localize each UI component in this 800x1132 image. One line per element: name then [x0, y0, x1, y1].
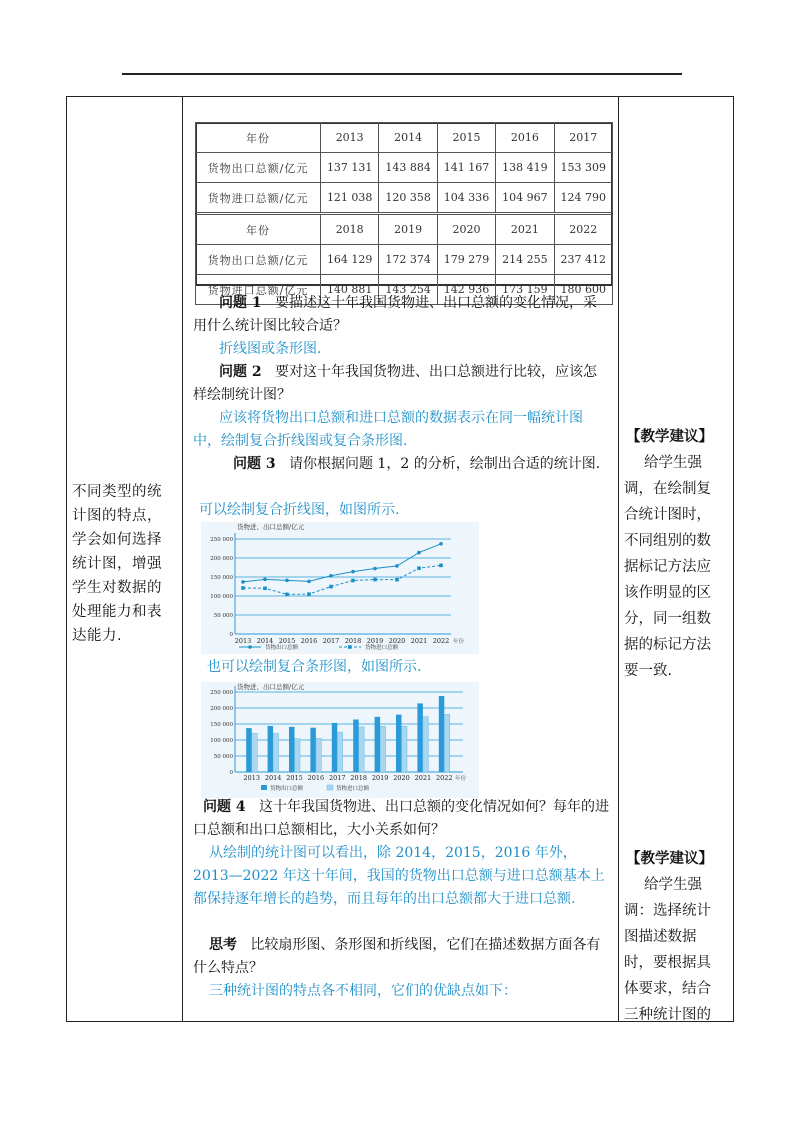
x-axis-label: 年份	[455, 776, 467, 782]
answer-4: 从绘制的统计图可以看出，除 2014，2015，2016 年外，2013—2022 年这十年间，我国的货物出口总额与进口总额基本上都保持逐年增长的趋势，而且每年的出口总额都大于进口总额.	[193, 845, 605, 907]
table-cell: 120 358	[379, 183, 437, 214]
import-bar	[252, 733, 258, 772]
x-tick-label: 2014	[256, 637, 274, 645]
y-tick-label: 150 000	[210, 575, 233, 581]
table-cell: 137 131	[321, 153, 379, 183]
question-label: 问题 3	[233, 456, 276, 472]
table-cell: 237 412	[554, 245, 612, 275]
suggestion-line: 三种统计图的	[624, 1007, 711, 1023]
table-cell: 140 881	[321, 275, 379, 305]
suggestion-line: 要一致.	[624, 663, 673, 679]
table-cell: 173 159	[496, 275, 554, 305]
table-cell: 142 936	[437, 275, 495, 305]
x-tick-label: 2016	[300, 637, 318, 645]
data-point	[263, 586, 267, 590]
line-chart	[201, 522, 479, 654]
table-year: 2019	[379, 214, 437, 245]
column-divider-2	[618, 96, 619, 1022]
data-point	[241, 580, 245, 584]
data-point	[417, 551, 421, 555]
suggestion-line: 调，在绘制复	[624, 481, 711, 497]
objective-line: 统计图，增强	[72, 556, 162, 572]
chart-title: 货物进、出口总额/亿元	[237, 523, 305, 531]
export-bar	[396, 715, 402, 772]
import-bar	[380, 726, 386, 772]
data-point	[351, 579, 355, 583]
suggestion-line: 给学生强	[644, 877, 702, 893]
table-import-label: 货物进口总额/亿元	[196, 183, 321, 214]
y-tick-label: 150 000	[210, 722, 233, 728]
objective-line: 学生对数据的	[72, 580, 162, 596]
legend-marker	[248, 645, 252, 649]
y-tick-label: 0	[229, 770, 233, 776]
legend-marker	[327, 785, 333, 790]
question-text: 请你根据问题 1，2 的分析，绘制出合适的统计图.	[288, 456, 601, 472]
table-year: 2016	[496, 123, 554, 153]
import-bar	[402, 726, 408, 772]
suggestion-line: 合统计图时，	[624, 507, 711, 523]
column-divider-1	[182, 96, 183, 1022]
trade-data-table	[195, 122, 613, 305]
x-tick-label: 2018	[344, 637, 362, 645]
x-tick-label: 2018	[350, 774, 367, 782]
import-bar	[444, 714, 450, 772]
table-cell: 180 600	[554, 275, 612, 305]
data-point	[307, 580, 311, 584]
x-tick-label: 2021	[414, 774, 432, 782]
legend-label: 货物出口总额	[270, 786, 304, 792]
table-cell: 179 279	[437, 245, 495, 275]
table-header-label: 年份	[196, 214, 321, 245]
table-cell: 143 884	[379, 153, 437, 183]
objective-cell	[72, 480, 180, 648]
suggestion-line: 图描述数据	[624, 929, 697, 945]
y-tick-label: 100 000	[210, 738, 233, 744]
table-cell: 164 129	[321, 245, 379, 275]
table-year: 2017	[554, 123, 612, 153]
legend-marker	[348, 645, 352, 649]
think-question	[193, 934, 609, 980]
table-cell: 214 255	[496, 245, 554, 275]
data-point	[241, 586, 245, 590]
question-text: 要对这十年我国货物进、出口总额进行比较，应该怎样绘制统计图？	[193, 364, 597, 403]
x-tick-label: 2019	[366, 637, 384, 645]
y-tick-label: 250 000	[210, 537, 233, 543]
line-chart-svg	[201, 522, 479, 654]
x-tick-label: 2013	[243, 774, 260, 782]
question-label: 问题 2	[219, 364, 262, 380]
data-point	[395, 564, 399, 568]
legend-label: 货物进口总额	[336, 786, 370, 792]
table-year: 2020	[437, 214, 495, 245]
x-tick-label: 2022	[436, 774, 453, 782]
suggestion-line: 给学生强	[644, 455, 702, 471]
import-bar	[273, 733, 279, 772]
table-year: 2018	[321, 214, 379, 245]
teaching-suggestion-1	[624, 424, 728, 684]
objective-line: 学会如何选择	[72, 532, 162, 548]
export-bar	[268, 726, 274, 772]
export-bar	[439, 696, 445, 772]
data-point	[285, 579, 289, 583]
data-point	[373, 567, 377, 571]
table-cell: 141 167	[437, 153, 495, 183]
question-text: 这十年我国货物进、出口总额的变化情况如何？每年的进口总额和出口总额相比，大小关系如何？	[193, 799, 609, 838]
question-3	[193, 453, 609, 476]
suggestion-title: 【教学建议】	[626, 851, 713, 867]
suggestion-line: 分，同一组数	[624, 611, 711, 627]
x-tick-label: 2020	[393, 774, 410, 782]
header-rule	[122, 73, 682, 75]
x-tick-label: 2017	[329, 774, 346, 782]
objective-line: 达能力.	[72, 628, 123, 644]
data-point	[285, 593, 289, 597]
suggestion-line: 据的标记方法	[624, 637, 711, 653]
import-bar	[359, 727, 365, 772]
question-1	[193, 292, 609, 338]
table-cell: 104 336	[437, 183, 495, 214]
import-bar	[423, 717, 429, 772]
think-label: 思考	[209, 937, 237, 953]
suggestion-title: 【教学建议】	[626, 429, 713, 445]
objective-line: 处理能力和表	[72, 604, 162, 620]
think-answer: 三种统计图的特点各不相同，它们的优缺点如下：	[209, 983, 517, 999]
x-tick-label: 2015	[278, 637, 296, 645]
x-tick-label: 2013	[234, 637, 252, 645]
data-point	[439, 564, 443, 568]
suggestion-line: 据标记方法应	[624, 559, 711, 575]
import-bar	[337, 732, 343, 772]
answer-3b: 也可以绘制复合条形图，如图所示.	[207, 659, 422, 675]
y-tick-label: 100 000	[210, 594, 233, 600]
table-year: 2013	[321, 123, 379, 153]
legend-label: 货物进口总额	[365, 645, 399, 651]
table-cell: 104 967	[496, 183, 554, 214]
y-tick-label: 0	[229, 632, 233, 638]
data-point	[329, 585, 333, 589]
table-header-label: 年份	[196, 123, 321, 153]
x-tick-label: 2014	[264, 774, 282, 782]
data-point	[263, 578, 267, 582]
x-tick-label: 2020	[388, 637, 406, 645]
bar-chart-svg	[201, 682, 479, 798]
table-cell: 121 038	[321, 183, 379, 214]
table-cell: 153 309	[554, 153, 612, 183]
bar-chart	[201, 682, 479, 798]
data-point	[307, 592, 311, 596]
export-bar	[375, 717, 381, 772]
think-text: 比较扇形图、条形图和折线图，它们在描述数据方面各有什么特点？	[193, 937, 601, 976]
x-axis-label: 年份	[453, 639, 465, 645]
table-import-label: 货物进口总额/亿元	[196, 275, 321, 305]
table-export-label: 货物出口总额/亿元	[196, 245, 321, 275]
legend-marker	[261, 785, 267, 790]
y-tick-label: 50 000	[213, 613, 233, 619]
suggestion-line: 时，要根据具	[624, 955, 711, 971]
table-cell: 138 419	[496, 153, 554, 183]
question-2	[193, 361, 609, 407]
question-4	[193, 796, 609, 842]
x-tick-label: 2015	[286, 774, 303, 782]
answer-2: 应该将货物出口总额和进口总额的数据表示在同一幅统计图中，绘制复合折线图或复合条形图.	[193, 410, 583, 449]
table-year: 2015	[437, 123, 495, 153]
suggestion-line: 该作明显的区	[624, 585, 711, 601]
table-cell: 124 790	[554, 183, 612, 214]
question-label: 问题 4	[203, 799, 246, 815]
suggestion-line: 体要求，结合	[624, 981, 711, 997]
export-bar	[289, 727, 295, 772]
x-tick-label: 2019	[371, 774, 389, 782]
teaching-suggestion-2	[624, 846, 728, 1028]
export-bar	[417, 703, 423, 772]
table-year: 2021	[496, 214, 554, 245]
table-export-label: 货物出口总额/亿元	[196, 153, 321, 183]
import-bar	[316, 738, 322, 772]
y-tick-label: 200 000	[210, 706, 233, 712]
suggestion-line: 不同组别的数	[624, 533, 711, 549]
x-tick-label: 2016	[307, 774, 325, 782]
answer-1: 折线图或条形图.	[219, 341, 322, 357]
data-point	[329, 574, 333, 578]
series-line	[243, 544, 441, 582]
data-point	[439, 542, 443, 546]
question-label: 问题 1	[219, 295, 262, 311]
question-text: 要描述这十年我国货物进、出口总额的变化情况，采用什么统计图比较合适？	[193, 295, 597, 334]
table-year: 2014	[379, 123, 437, 153]
table-year: 2022	[554, 214, 612, 245]
export-bar	[353, 719, 359, 772]
data-point	[417, 566, 421, 570]
x-tick-label: 2022	[432, 637, 450, 645]
chart-title: 货物进、出口总额/亿元	[237, 683, 305, 691]
export-bar	[310, 728, 316, 772]
export-bar	[332, 723, 338, 772]
x-tick-label: 2021	[410, 637, 428, 645]
export-bar	[246, 728, 252, 772]
import-bar	[295, 739, 301, 772]
objective-line: 不同类型的统	[72, 484, 162, 500]
x-tick-label: 2017	[322, 637, 340, 645]
answer-3a: 可以绘制复合折线图，如图所示.	[199, 502, 400, 518]
data-point	[351, 570, 355, 574]
y-tick-label: 50 000	[213, 754, 233, 760]
table-cell: 143 254	[379, 275, 437, 305]
table-cell: 172 374	[379, 245, 437, 275]
data-point	[373, 578, 377, 582]
data-point	[395, 578, 399, 582]
legend-label: 货物出口总额	[265, 645, 299, 651]
objective-line: 计图的特点，	[72, 508, 162, 524]
y-tick-label: 200 000	[210, 556, 233, 562]
suggestion-line: 调：选择统计	[624, 903, 711, 919]
y-tick-label: 250 000	[210, 690, 233, 696]
